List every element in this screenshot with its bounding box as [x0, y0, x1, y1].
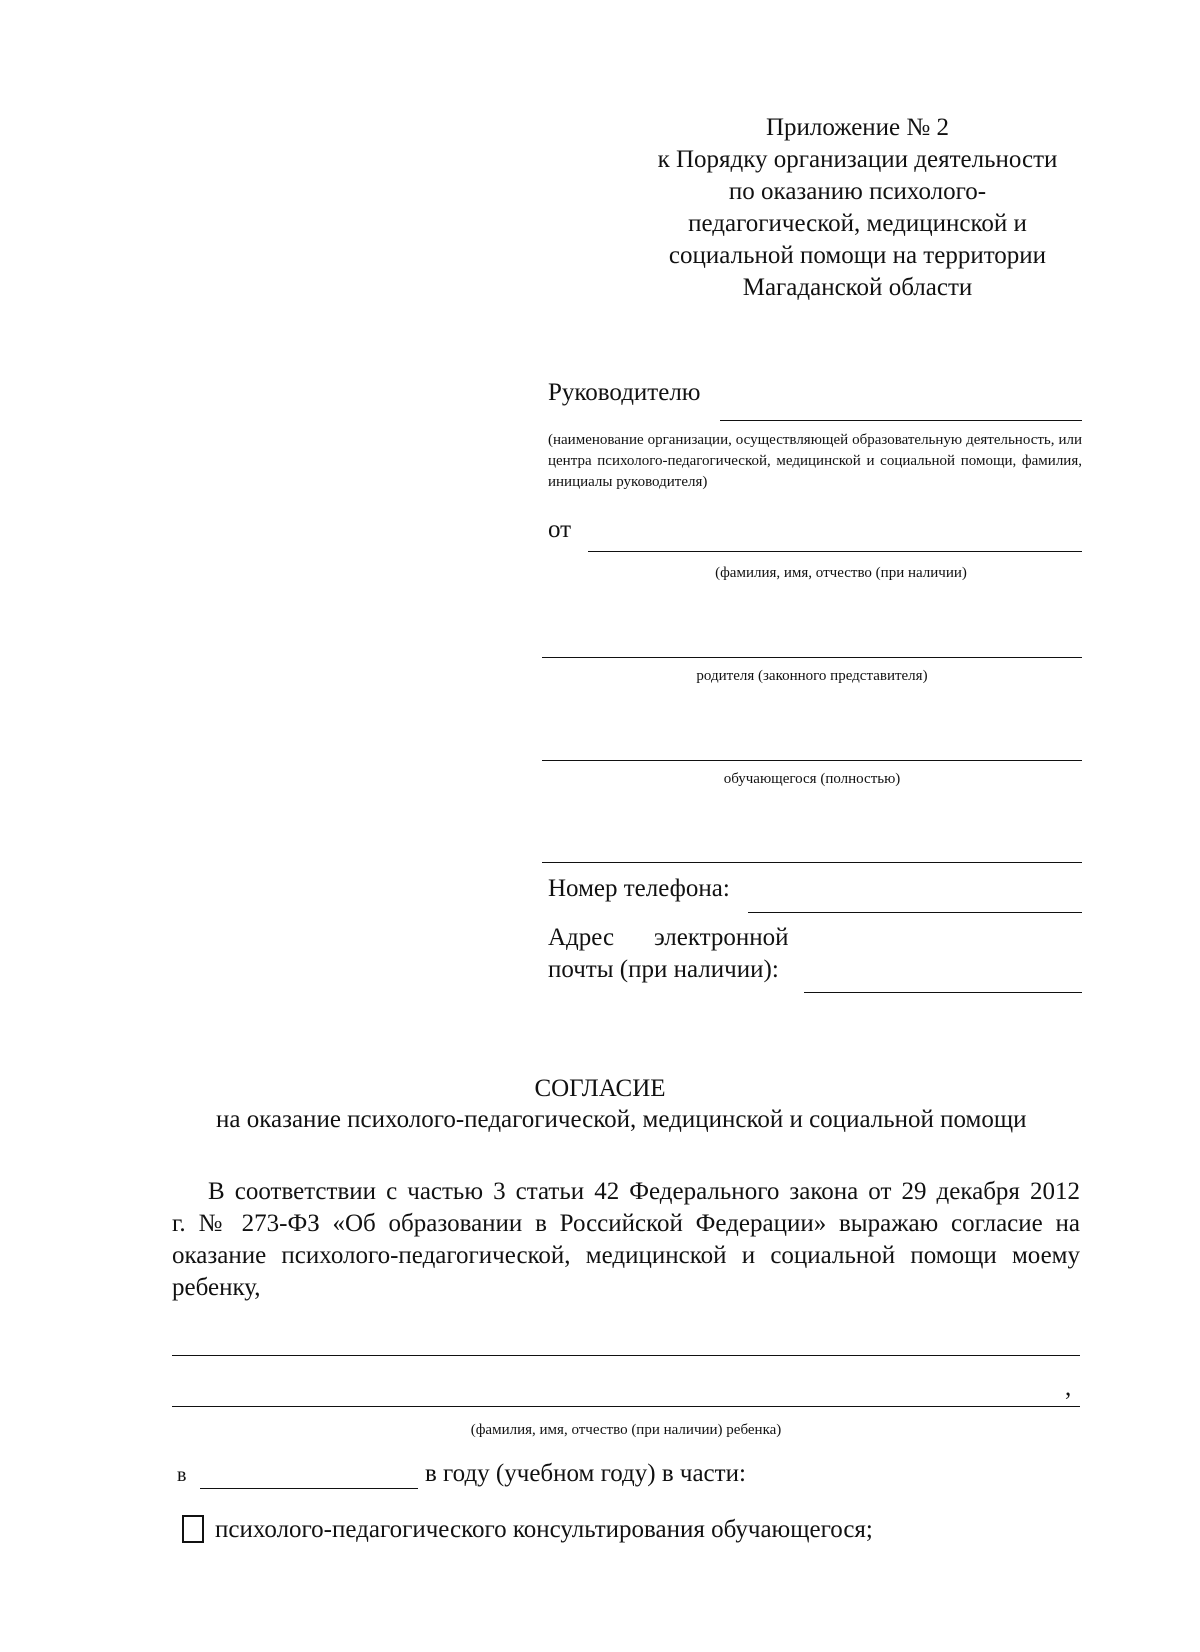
parent-hint: родителя (законного представителя): [696, 668, 928, 684]
appendix-line: Приложение № 2: [765, 114, 950, 141]
document-title: СОГЛАСИЕ: [534, 1075, 666, 1102]
appendix-line: Магаданской области: [742, 274, 973, 301]
paragraph-line: ребенку,: [172, 1274, 261, 1301]
paragraph-line: В соответствии с частью 3 статьи 42 Федерального закона от 29 декабря 2012: [208, 1178, 1080, 1205]
appendix-line: к Порядку организации деятельности: [657, 146, 1058, 173]
child-name-line-1[interactable]: [172, 1355, 1080, 1356]
email-field-line[interactable]: [804, 992, 1082, 993]
paragraph-line: г. № 273-ФЗ «Об образовании в Российской Федерации» выражаю согласие на: [172, 1210, 1080, 1237]
year-field-line[interactable]: [200, 1488, 418, 1489]
phone-label: Номер телефона:: [548, 875, 730, 902]
email-label-word-2: электронной: [654, 924, 789, 951]
child-name-line-2[interactable]: [172, 1406, 1080, 1407]
from-field-line[interactable]: [588, 551, 1082, 552]
email-label-line-2: почты (при наличии):: [548, 956, 779, 983]
appendix-line: педагогической, медицинской и: [688, 210, 1027, 237]
appendix-line: социальной помощи на территории: [668, 242, 1047, 269]
to-label: Руководителю: [548, 379, 701, 406]
appendix-line: по оказанию психолого-: [728, 178, 987, 205]
to-hint: (наименование организации, осуществляющей образовательную деятельность, или центра психолого-педагогической, медицинской и социальной помощи, фамилия, инициалы руководителя): [548, 432, 1082, 490]
appendix-header: [620, 112, 1095, 304]
student-hint: обучающегося (полностью): [723, 771, 901, 787]
comma: ,: [1065, 1374, 1072, 1401]
from-hint: (фамилия, имя, отчество (при наличии): [715, 565, 967, 581]
from-label: от: [548, 516, 572, 543]
student-field-line[interactable]: [542, 760, 1082, 761]
option-checkbox[interactable]: [182, 1515, 204, 1543]
phone-field-line[interactable]: [748, 912, 1082, 913]
child-hint: (фамилия, имя, отчество (при наличии) ребенка): [470, 1422, 782, 1438]
paragraph-line: оказание психолого-педагогической, медицинской и социальной помощи моему: [172, 1242, 1080, 1269]
to-field-line[interactable]: [720, 420, 1082, 421]
document-subtitle: на оказание психолого-педагогической, медицинской и социальной помощи: [216, 1106, 1027, 1133]
parent-field-line[interactable]: [542, 657, 1082, 658]
year-suffix: в году (учебном году) в части:: [425, 1460, 746, 1487]
option-label: психолого-педагогического консультирования обучающегося;: [215, 1516, 873, 1543]
student-field-line-2[interactable]: [542, 862, 1082, 863]
email-label-word-1: Адрес: [548, 924, 615, 951]
year-prefix: в: [177, 1464, 187, 1486]
